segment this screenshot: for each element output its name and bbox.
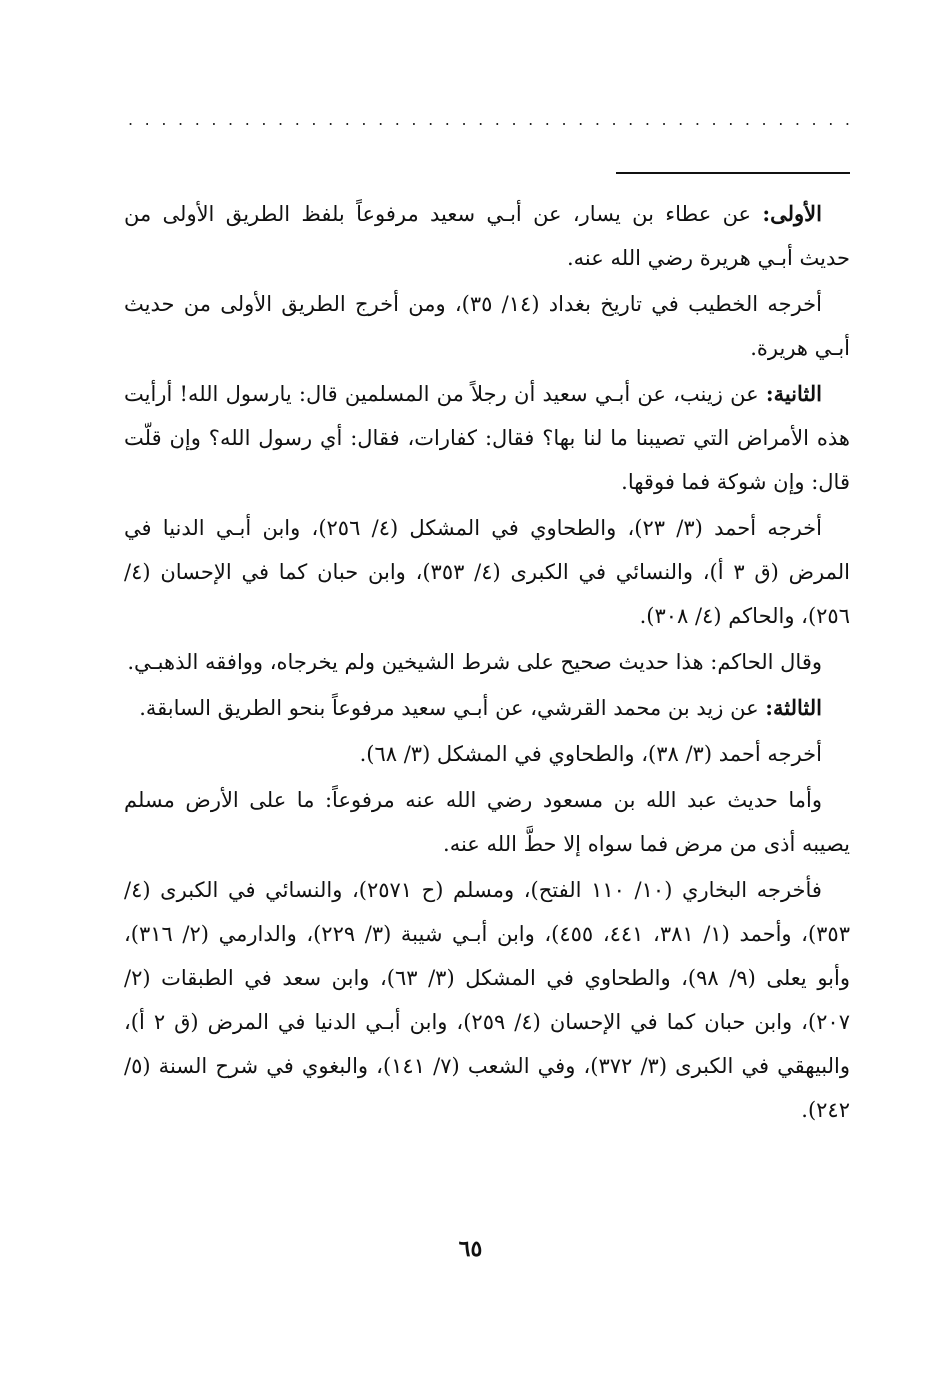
paragraph-text: وأما حديث عبد الله بن مسعود رضي الله عنه مرفوعاً: ما على الأرض مسلم يصيبه أذى من مرض فما سواه إلا حطَّ الله عنه. — [124, 788, 850, 856]
paragraph-label: الأولى: — [762, 201, 822, 226]
paragraph-citation — [124, 732, 850, 776]
paragraph-text: عن زيد بن محمد القرشي، عن أبـي سعيد مرفوعاً بنحو الطريق السابقة. — [139, 696, 766, 720]
paragraph-second-path — [124, 372, 850, 504]
paragraph-text: فأخرجه البخاري (١٠/ ١١٠ الفتح)، ومسلم (ح ٢٥٧١)، والنسائي في الكبرى (٤/ ٣٥٣)، وأحمد (١/ ٣٨١، ٤٤١، ٤٥٥)، وابن أبـي شيبة (٣/ ٢٢٩)، والدارمي (٢/ ٣١٦)، وأبو يعلى (٩/ ٩٨)، والطحاوي في المشكل (٣/ ٦٣)، وابن سعد في الطبقات (٢/ ٢٠٧)، وابن حبان كما في الإحسان (٤/ ٢٥٩)، وابن أبـي الدنيا في المرض (ق ٢ أ)، والبيهقي في الكبرى (٣/ ٣٧٢)، وفي الشعب (٧/ ١٤١)، والبغوي في شرح السنة (٥/ ٢٤٢). — [124, 878, 850, 1122]
paragraph-third-path — [124, 686, 850, 730]
page-body — [124, 192, 850, 1134]
separator-dots: . . . . . . . . . . . . . . . . . . . . . . . . . . . . . . . . . . . . . . . . . . . . — [128, 110, 850, 129]
paragraph-text: عن زينب، عن أبـي سعيد أن رجلاً من المسلمين قال: يارسول الله! أرأيت هذه الأمراض التي تصيبنا ما لنا بها؟ فقال: كفارات، فقال: أي رسول الله؟ وإن قلّت قال: وإن شوكة فما فوقها. — [124, 382, 850, 494]
paragraph-label: الثانية: — [765, 381, 822, 406]
paragraph-text: أخرجه أحمد (٣/ ٣٨)، والطحاوي في المشكل (٣/ ٦٨). — [359, 742, 822, 766]
paragraph-text: عن عطاء بن يسار، عن أبـي سعيد مرفوعاً بلفظ الطريق الأولى من حديث أبـي هريرة رضي الله عنه. — [124, 202, 850, 270]
paragraph-hakim-comment — [124, 640, 850, 684]
paragraph-citation — [124, 282, 850, 370]
paragraph-text: أخرجه الخطيب في تاريخ بغداد (١٤/ ٣٥)، ومن أخرج الطريق الأولى من حديث أبـي هريرة. — [124, 292, 850, 360]
footnote-rule — [616, 172, 850, 174]
paragraph-first-path — [124, 192, 850, 280]
paragraph-label: الثالثة: — [765, 695, 822, 720]
paragraph-ibn-masud-hadith — [124, 778, 850, 866]
paragraph-citation — [124, 506, 850, 638]
paragraph-citation — [124, 868, 850, 1132]
page-number: ٦٥ — [458, 1236, 483, 1262]
paragraph-text: أخرجه أحمد (٣/ ٢٣)، والطحاوي في المشكل (٤/ ٢٥٦)، وابن أبـي الدنيا في المرض (ق ٣ أ)، والنسائي في الكبرى (٤/ ٣٥٣)، وابن حبان كما في الإحسان (٤/ ٢٥٦)، والحاكم (٤/ ٣٠٨). — [124, 516, 850, 628]
paragraph-text: وقال الحاكم: هذا حديث صحيح على شرط الشيخين ولم يخرجاه، ووافقه الذهبـي. — [127, 650, 822, 674]
